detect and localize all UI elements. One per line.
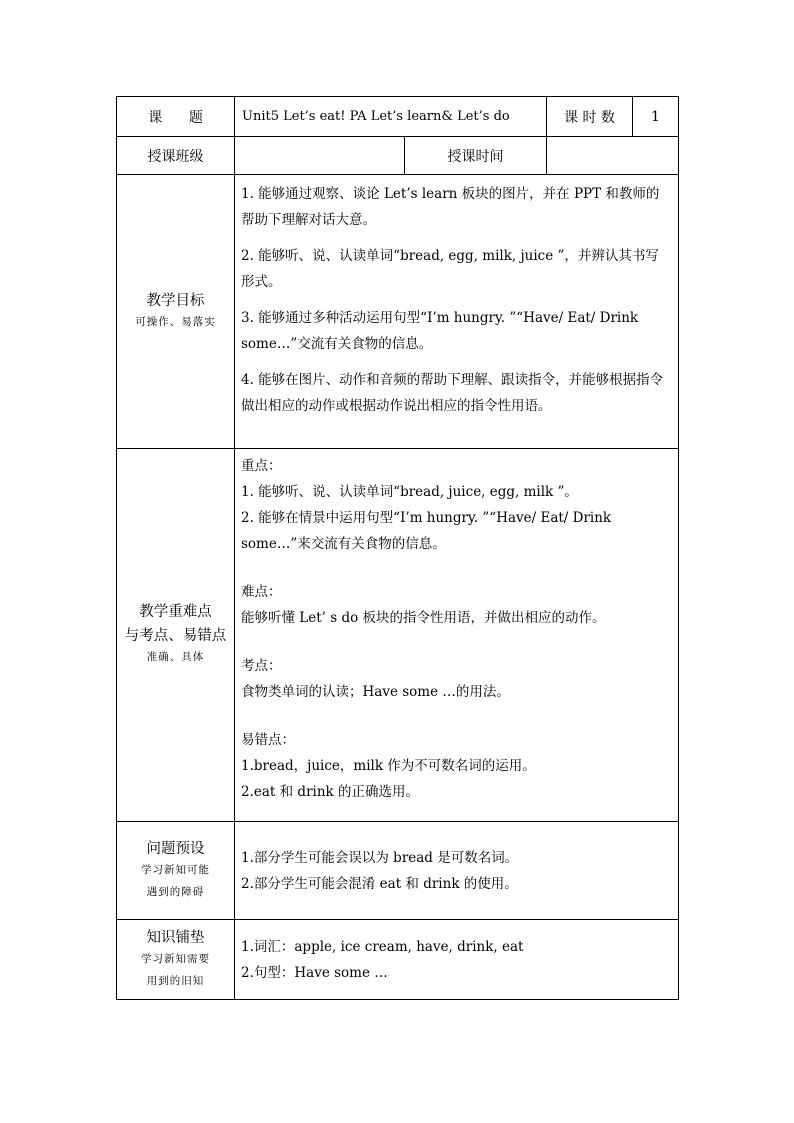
goals-label: 教学目标 [146, 292, 205, 309]
topic-label: 课 题 [117, 97, 235, 137]
goal-item: 1. 能够通过观察、谈论 Let’s learn 板块的图片，并在 PPT 和教师的帮助下理解对话大意。 [241, 186, 660, 228]
hours-label: 课 时 数 [547, 97, 633, 137]
prior-knowledge-label: 知识铺垫 [146, 929, 205, 946]
problem-item: 1.部分学生可能会误以为 bread 是可数名词。 [241, 849, 519, 866]
problems-sublabel-1: 学习新知可能 [141, 863, 210, 876]
key-item: 2. 能够在情景中运用句型“I’m hungry. ”“Have/ Eat/ Drink some…”来交流有关食物的信息。 [241, 510, 612, 552]
error-item: 2.eat 和 drink 的正确选用。 [241, 784, 420, 800]
class-value [235, 137, 405, 175]
prior-knowledge-label-cell [117, 920, 235, 1000]
prior-knowledge-content [235, 920, 679, 1000]
problem-item: 2.部分学生可能会混淆 eat 和 drink 的使用。 [241, 875, 518, 892]
error-item: 1.bread，juice，milk 作为不可数名词的运用。 [241, 758, 536, 774]
time-label: 授课时间 [405, 137, 547, 175]
exam-text: 食物类单词的认读；Have some …的用法。 [241, 684, 510, 700]
problems-sublabel-2: 遇到的障碍 [146, 885, 205, 898]
problems-label: 问题预设 [146, 840, 205, 857]
prior-knowledge-sublabel-1: 学习新知需要 [141, 952, 210, 965]
problems-content [235, 822, 679, 920]
exam-heading: 考点： [241, 658, 282, 674]
prior-item: 1.词汇：apple, ice cream, have, drink, eat [241, 938, 524, 955]
row-prior-knowledge [117, 920, 679, 1000]
key-points-sublabel: 准确、具体 [146, 651, 205, 663]
topic-value: Unit5 Let’s eat! PA Let’s learn& Let’s do [235, 97, 547, 137]
row-class [117, 137, 679, 175]
problems-label-cell [117, 822, 235, 920]
key-points-content [235, 449, 679, 822]
prior-item: 2.句型：Have some … [241, 964, 388, 981]
lesson-plan-table [116, 96, 679, 1000]
key-item: 1. 能够听、说、认读单词“bread, juice, egg, milk ”。 [241, 484, 578, 500]
prior-knowledge-sublabel-2: 用到的旧知 [146, 974, 205, 987]
row-goals [117, 175, 679, 449]
class-label: 授课班级 [117, 137, 235, 175]
goals-content [235, 175, 679, 449]
goal-item: 3. 能够通过多种活动运用句型“I’m hungry. ”“Have/ Eat/ Drink some…”交流有关食物的信息。 [241, 310, 639, 352]
row-problems [117, 822, 679, 920]
difficult-text: 能够听懂 Let’ s do 板块的指令性用语，并做出相应的动作。 [241, 610, 606, 626]
row-topic [117, 97, 679, 137]
row-key-points [117, 449, 679, 822]
key-points-label-cell [117, 449, 235, 822]
goal-item: 2. 能够听、说、认读单词“bread, egg, milk, juice ”，并辨认其书写形式。 [241, 248, 659, 290]
goal-item: 4. 能够在图片、动作和音频的帮助下理解、跟读指令，并能够根据指令做出相应的动作或根据动作说出相应的指令性用语。 [241, 372, 664, 414]
key-points-label-1: 教学重难点 [139, 604, 212, 620]
goals-label-cell [117, 175, 235, 449]
goals-sublabel: 可操作、易落实 [135, 315, 216, 328]
error-heading: 易错点： [241, 732, 295, 748]
key-points-label-2: 与考点、易错点 [124, 628, 227, 644]
hours-value: 1 [633, 97, 679, 137]
difficult-heading: 难点： [241, 584, 282, 600]
key-heading: 重点： [241, 458, 282, 474]
time-value [547, 137, 679, 175]
